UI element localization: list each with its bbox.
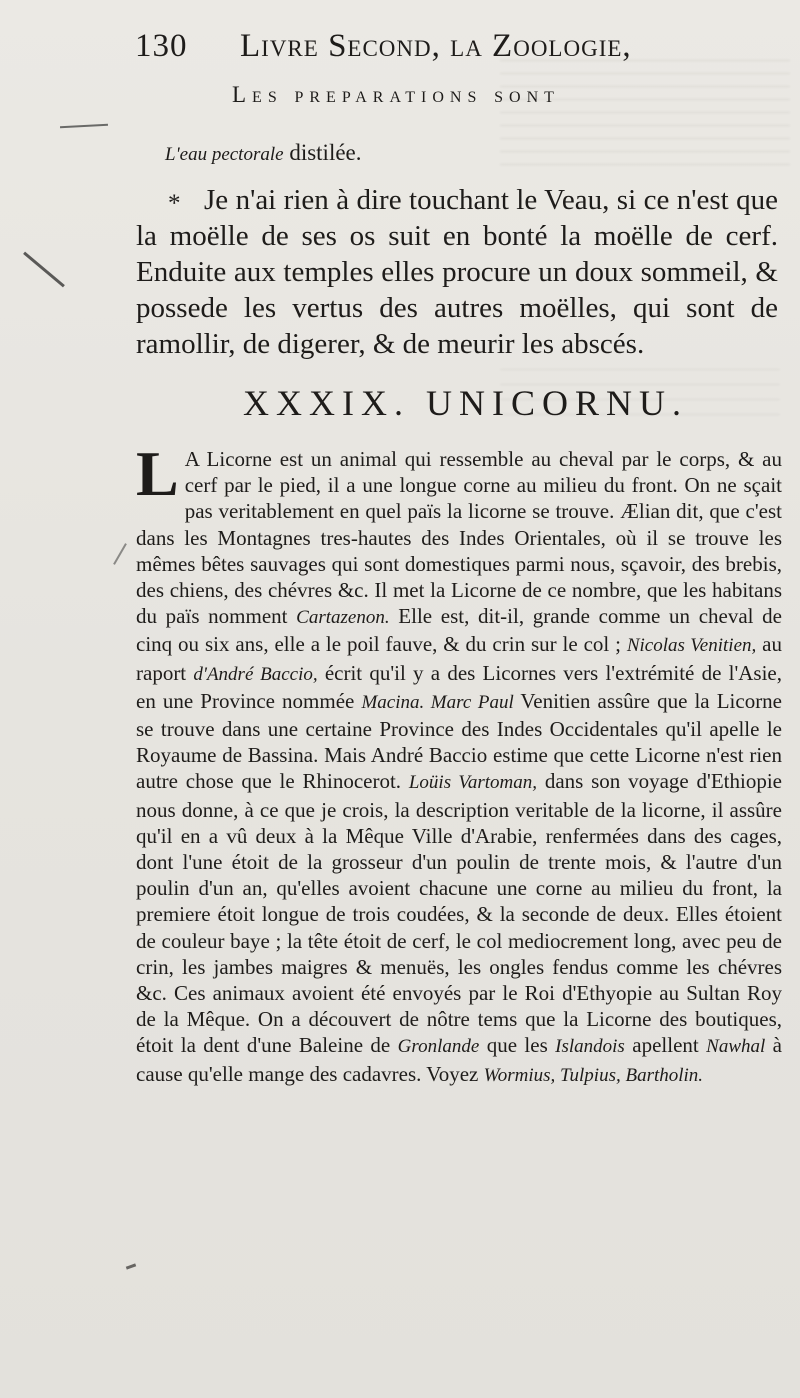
article-segment: A Licorne est un animal qui ressemble au cheval par le corps, & au cerf par le pied, il a une longue corne au milieu du front. On ne sçait pas veritablement en quel païs la licorne se trouve. Ælian dit, que c'est dans les Montagnes tres-hautes des Indes Orientales, où il se trouve les mêmes bêtes sauvages qui sont domestiques parmi nous, sçavoir, des brebis, des chiens, des chévres &c. Il met la Licorne de ce nombre, que les habitans du païs nomment <box>136 447 782 629</box>
article-segment-italic: Macina. Marc Paul <box>361 691 514 713</box>
margin-mark <box>126 1263 136 1269</box>
page-number: 130 <box>135 28 188 64</box>
article-segment-italic: Cartazenon. <box>296 607 390 629</box>
preparation-line <box>165 140 362 166</box>
margin-mark <box>60 124 108 129</box>
article-segment: écrit qu'il y a des Licornes vers l'extrémité de l'Asie, en une Province nommée <box>136 660 782 713</box>
article-segment: apellent <box>624 1033 707 1058</box>
unicorn-article <box>136 438 783 1089</box>
article-segment-italic: Wormius, Tulpius, Bartholin. <box>483 1064 704 1086</box>
article-segment: Venitien assûre que la Licorne se trouve dans une certaine Province des Indes Occidentales qu'il apelle le Royaume de Bassina. Mais André Baccio estime que cette Licorne n'est rien autre chose que le Rhinocerot. <box>136 688 783 794</box>
article-segment: au raport <box>136 632 782 685</box>
subheading: Les preparations sont <box>232 82 560 107</box>
article-segment-italic: Nawhal <box>706 1036 766 1058</box>
drop-cap: L <box>136 438 179 509</box>
preparation-suffix: distilée. <box>283 140 362 165</box>
article-segment: Elle est, dit-il, grande comme un cheval de cinq ou six ans, elle a le poil fauve, & du crin sur le col ; <box>136 604 783 657</box>
article-segment: que les <box>479 1033 556 1058</box>
article-segment-italic: d'André Baccio, <box>193 663 318 685</box>
margin-mark <box>23 252 65 288</box>
page-header <box>135 28 695 78</box>
running-head: Livre Second, la Zoologie, <box>240 28 632 64</box>
article-segment: à cause qu'elle mange des cadavres. Voyez <box>136 1033 782 1086</box>
article-segment-italic: Nicolas Venitien, <box>626 635 757 657</box>
preparation-item: L'eau pectorale <box>165 144 284 165</box>
article-segment-italic: Loüis Vartoman, <box>408 772 538 794</box>
veal-paragraph <box>136 182 778 362</box>
margin-mark <box>113 543 127 565</box>
section-title: XXXIX. UNICORNU. <box>243 383 688 423</box>
article-segment-italic: Islandois <box>555 1036 625 1058</box>
article-segment-italic: Gronlande <box>397 1036 480 1058</box>
paragraph-marker: * <box>168 190 181 217</box>
article-segment: dans son voyage d'Ethiopie nous donne, à ce que je crois, la description veritable de la licorne, il assûre qu'il en a vû deux à la Mêque Ville d'Arabie, renfermées dans des cages, dont l'une étoit de la grosseur d'un poulin de trente mois, & l'autre d'un poulin d'un an, qu'elles avoient chacune une corne au milieu du front, la premiere étoit longue de trois coudées, & la seconde de deux. Elles étoient de couleur baye ; la tête étoit de cerf, le col mediocrement long, avec peu de crin, les jambes maigres & menuës, les ongles fendus comme les chévres &c. Ces animaux avoient été envoyés par le Roi d'Ethyopie au Sultan Roy de la Mêque. On a découvert de nôtre tems que la Licorne des boutiques, étoit la dent d'une Baleine de <box>136 769 782 1058</box>
veal-text: Je n'ai rien à dire touchant le Veau, si ce n'est que la moëlle de ses os suit en bonté la moëlle de cerf. Enduite aux temples elles procure un doux sommeil, & possede les vertus des autres moëlles, qui sont de ramollir, de digerer, & de meurir les abscés. <box>136 184 778 360</box>
